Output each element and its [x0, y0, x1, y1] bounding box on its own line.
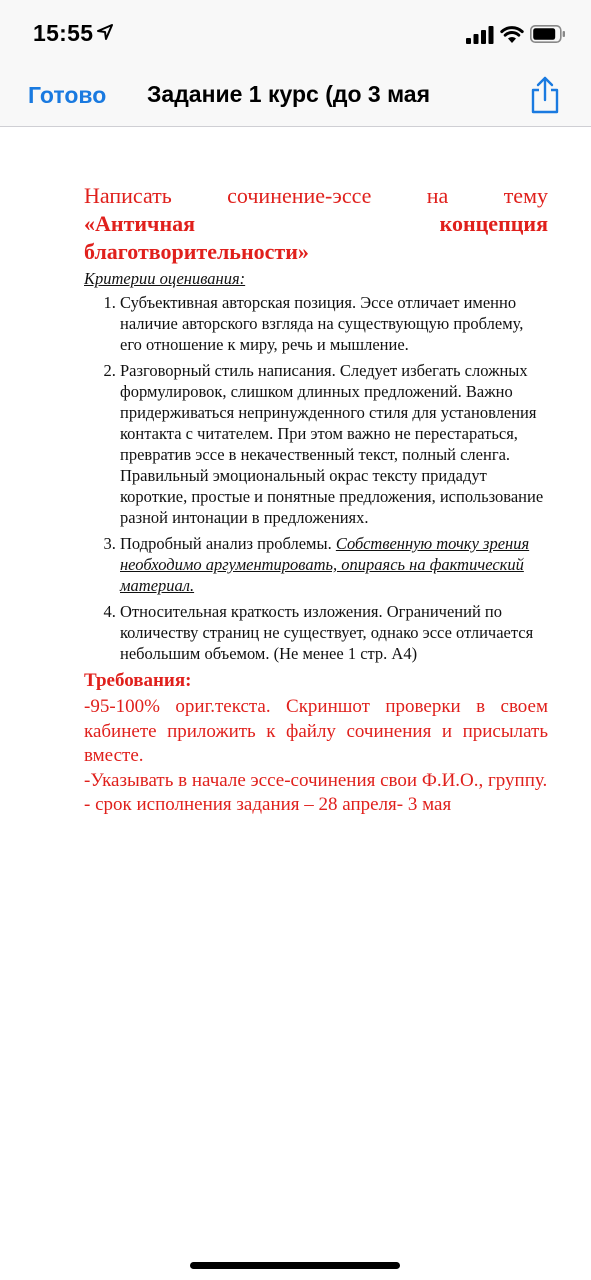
criteria-item — [120, 601, 548, 664]
document-content — [84, 182, 548, 818]
home-indicator[interactable] — [190, 1262, 400, 1269]
status-bar — [0, 0, 591, 66]
criteria-emphasis: Собственную точку зрения необходимо аргументировать, опираясь на фактический материал. — [120, 534, 530, 595]
document-page[interactable] — [0, 127, 591, 1280]
share-icon[interactable] — [528, 76, 562, 114]
navigation-bar — [0, 66, 591, 127]
criteria-item — [120, 533, 548, 596]
criteria-text: Разговорный стиль написания. Следует избегать сложных формулировок, слишком длинных предложений. Важно придерживаться непринужденного стиля для установления контакта с читателем. При этом важно не перестараться, превратив эссе в некачественный текст, полный сленга. Правильный эмоциональный окрас тексту придадут короткие, простые и понятные предложения, использование разной интонации в предложениях. — [120, 361, 544, 527]
requirements-title: Требования: — [84, 670, 192, 691]
criteria-text: Подробный анализ проблемы. — [120, 534, 336, 553]
wifi-icon — [500, 24, 524, 44]
requirement-item: -95-100% ориг.текста. Скриншот проверки в своем кабинете приложить к файлу сочинения и присылать вместе. — [84, 696, 548, 766]
criteria-title: Критерии оценивания: — [84, 269, 246, 288]
criteria-item — [120, 292, 548, 355]
status-time: 15:55 — [33, 20, 94, 46]
document-title: Задание 1 курс (до 3 мая — [147, 81, 431, 107]
assignment-heading-line1: Написать сочинение-эссе на тему — [84, 183, 548, 208]
criteria-text: Субъективная авторская позиция. Эссе отличает именно наличие авторского взгляда на существующую проблему, его отношение к миру, речь и мышление. — [120, 293, 524, 354]
battery-icon — [530, 25, 566, 43]
requirement-item: -Указывать в начале эссе-сочинения свои Ф.И.О., группу. — [84, 769, 548, 791]
requirement-item: - срок исполнения задания – 28 апреля- 3 мая — [84, 794, 452, 815]
signal-icon — [466, 26, 494, 44]
criteria-list — [84, 292, 548, 664]
assignment-heading-line3: благотворительности» — [84, 239, 309, 264]
location-arrow-icon — [97, 24, 113, 40]
assignment-heading-line2 — [84, 210, 548, 238]
done-button[interactable]: Готово — [28, 82, 107, 108]
assignment-topic: «Античная концепция — [84, 211, 548, 236]
criteria-item — [120, 360, 548, 528]
criteria-text: Относительная краткость изложения. Ограничений по количеству страниц не существует, однако эссе отличается небольшим объемом. (Не менее 1 стр. А4) — [120, 602, 534, 663]
